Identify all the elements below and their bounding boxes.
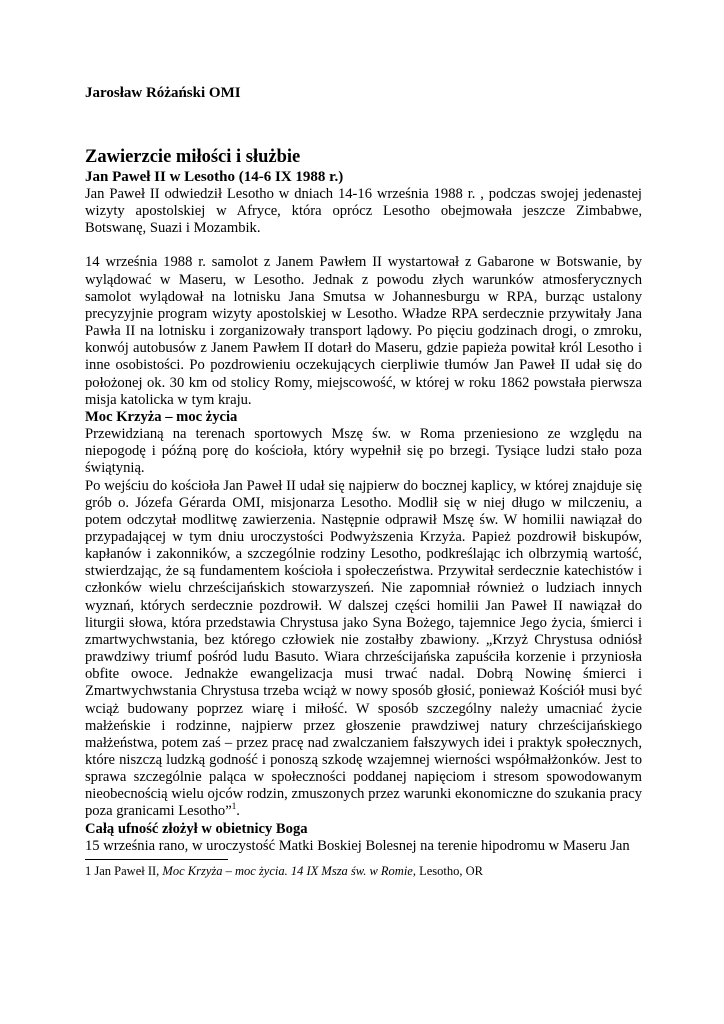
footnote-suffix: , Lesotho, OR	[412, 863, 483, 878]
section1-paragraph-2-text: Po wejściu do kościoła Jan Paweł II udał się najpierw do bocznej kaplicy, w której znajduje się grób o. Józefa Gérarda OMI, misjonarza Lesotho. Modlił się w niej długo w milczeniu, a potem odczytał modlitwę zawierzenia. Następnie odprawił Mszę św. W homilii nawiązał do przypadającej w tym dniu uroczystości Podwyższenia Krzyża. Papież pozdrowił biskupów, kapłanów i zakonników, a szczególnie rodziny Lesotho, podkreślając ich olbrzymią wartość, stwierdzając, że są fundamentem kościoła i społeczeństwa. Przywitał serdecznie katechistów i członków wielu chrześcijańskich stowarzyszeń. Nie zapomniał również o ludziach innych wyznań, których serdecznie pozdrowił. W dalszej części homilii Jan Paweł II nawiązał do liturgii słowa, która przedstawia Chrystusa jako Syna Bożego, tajemnice Jego życia, śmierci i zmartwychwstania, bez którego człowiek nie zostałby zbawiony. „Krzyż Chrystusa odniósł prawdziwy triumf pośród ludu Basuto. Wiara chrześcijańska zapuściła korzenie i przyniosła obfite owoce. Jednakże ewangelizacja musi trwać nadal. Dobrą Nowinę śmierci i Zmartwychwstania Chrystusa trzeba wciąż w nowy sposób głosić, ponieważ Kościół musi być wciąż budowany poprzez wiarę i miłość. W sposób szczególny należy umacniać życie małżeńskie i rodzinne, najpierw przez głoszenie prawdziwej natury chrześcijańskiego małżeństwa, potem zaś – przez pracę nad zwalczaniem fałszywych idei i praktyk społecznych, które niszczą ludzką godność i ponoszą szkodę wzajemnej wierności współmałżonków. Jest to sprawa szczególnie paląca w społeczności poddanej napięciom i stresom spowodowanym nieobecnością wielu ojców rodzin, zmuszonych przez warunki ekonomiczne do szukania pracy poza granicami Lesotho”	[85, 477, 642, 820]
intro-paragraph-1: Jan Paweł II odwiedził Lesotho w dniach 14-16 września 1988 r. , podczas swojej jedenastej wizyty apostolskiej w Afryce, która oprócz Lesotho obejmowała jeszcze Zimbabwe, Botswanę, Suazi i Mozambik.	[85, 186, 642, 237]
section1-paragraph-1: Przewidzianą na terenach sportowych Mszę św. w Roma przeniesiono ze względu na niepogodę i późną porę do kościoła, który wypełnił się po brzegi. Tysiące ludzi stało poza świątynią.	[85, 426, 642, 477]
section1-paragraph-2	[85, 478, 642, 821]
footnote-source-title: Moc Krzyża – moc życia. 14 IX Msza św. w Romie	[162, 863, 413, 878]
section-heading-moc-krzyza: Moc Krzyża – moc życia	[85, 408, 238, 425]
intro-paragraph-2: 14 września 1988 r. samolot z Janem Pawłem II wystartował z Gabarone w Botswanie, by wylądować w Maseru, w Lesotho. Jednak z powodu złych warunków atmosferycznych samolot wylądował na lotnisku Jana Smutsa w Johannesburgu w RPA, burząc ustalony precyzyjnie program wizyty apostolskiej w Lesotho. Władze RPA serdecznie przywitały Jana Pawła II na lotnisku i zorganizowały transport lądowy. Po pięciu godzinach drogi, o zmroku, konwój autobusów z Janem Pawłem II dotarł do Maseru, gdzie papieża powitał król Lesotho i inne osobistości. Po pozdrowieniu oczekujących cierpliwie tłumów Jan Paweł II udał się do położonej ok. 30 km od stolicy Romy, miejscowość, w której w roku 1862 powstała pierwsza misja katolicka w tym kraju.	[85, 254, 642, 408]
section-heading-cala-ufnosc: Całą ufność złożył w obietnicy Boga	[85, 820, 308, 837]
document-subtitle: Jan Paweł II w Lesotho (14-6 IX 1988 r.)	[85, 169, 344, 185]
section2-paragraph-1: 15 września rano, w uroczystość Matki Boskiej Bolesnej na terenie hipodromu w Maseru Jan	[85, 837, 630, 854]
document-title: Zawierzcie miłości i służbie	[85, 147, 301, 167]
author-line: Jarosław Różański OMI	[85, 85, 241, 101]
section1-paragraph-2-end: .	[236, 803, 240, 820]
footnote-reference-1: 1	[231, 801, 237, 812]
footnote-prefix: 1 Jan Paweł II,	[85, 863, 163, 878]
document-body	[85, 186, 642, 855]
footnote-separator	[85, 859, 228, 860]
footnote	[85, 864, 642, 879]
